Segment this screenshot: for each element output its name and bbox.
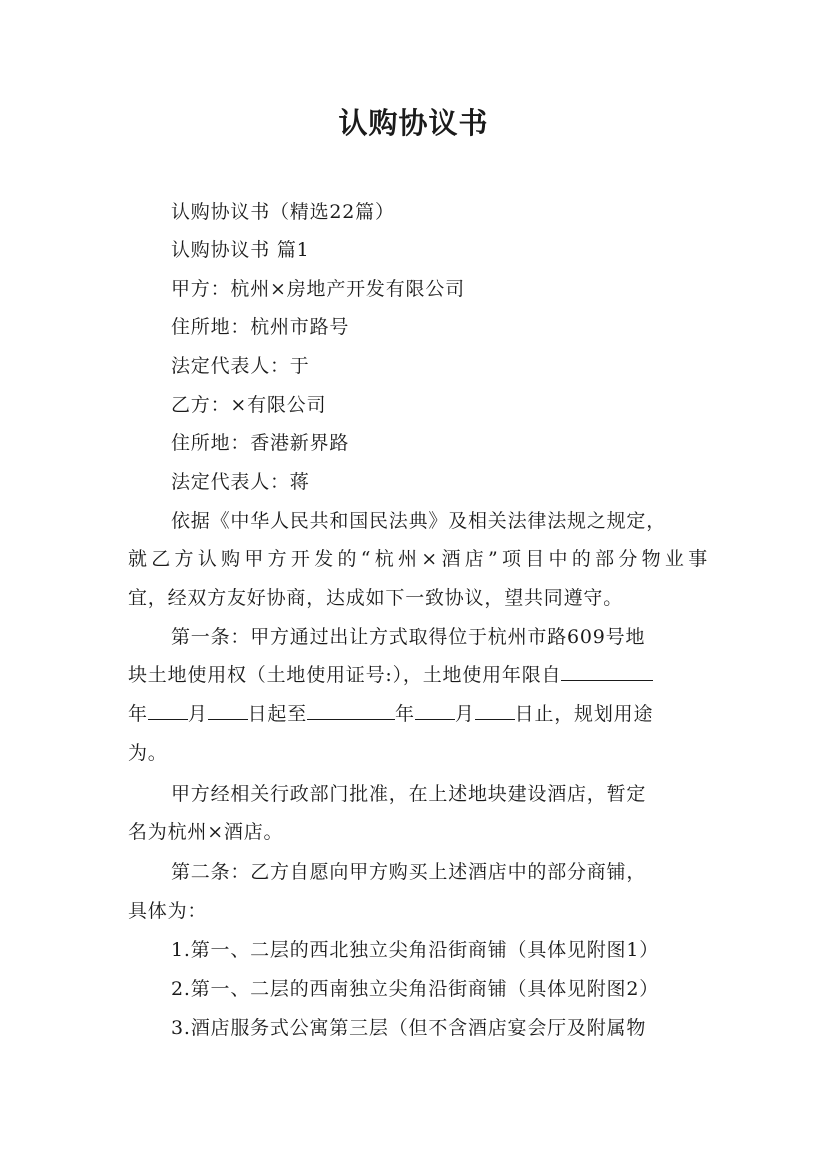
article-1-line-3: [128, 701, 708, 727]
preamble-line-3: 宜，经双方友好协商，达成如下一致协议，望共同遵守。: [128, 587, 624, 609]
article-1-line-4: 为。: [128, 742, 168, 764]
list-item: 3.酒店服务式公寓第三层（但不含酒店宴会厅及附属物: [171, 1017, 647, 1039]
list-item: 1.第一、二层的西北独立尖角沿街商铺（具体见附图1）: [171, 939, 660, 961]
article-2-line-2: 具体为：: [128, 900, 208, 922]
month-label-2: 月: [454, 703, 475, 725]
party-b-name: 乙方：×有限公司: [171, 394, 327, 416]
blank-end-year: [307, 701, 395, 720]
preamble-line-1: 依据《中华人民共和国民法典》及相关法律法规之规定，: [171, 510, 667, 532]
document-title: 认购协议书: [338, 106, 489, 140]
list-item: 2.第一、二层的西南独立尖角沿街商铺（具体见附图2）: [171, 978, 660, 1000]
blank-end-month: [415, 701, 455, 720]
year-label-2: 年: [395, 703, 415, 725]
end-day-label: 日止，规划用途: [514, 703, 654, 725]
article-2-line-1: 第二条：乙方自愿向甲方购买上述酒店中的部分商铺，: [171, 861, 647, 883]
party-a-address: 住所地：杭州市路号: [171, 316, 350, 338]
party-b-address: 住所地：香港新界路: [171, 432, 350, 454]
month-label: 月: [187, 703, 208, 725]
blank-end-day: [475, 701, 515, 720]
article-1-line-2: [128, 662, 708, 688]
blank-start-date: [561, 662, 653, 681]
paragraph-subtitle: 认购协议书（精选22篇）: [171, 201, 395, 223]
year-label: 年: [128, 703, 148, 725]
preamble-line-2: 就乙方认购甲方开发的“杭州×酒店”项目中的部分物业事: [128, 548, 708, 570]
approval-line-2: 名为杭州×酒店。: [128, 821, 284, 843]
paragraph-section-heading: 认购协议书 篇1: [171, 239, 310, 261]
approval-line-1: 甲方经相关行政部门批准，在上述地块建设酒店，暂定: [171, 783, 647, 805]
article-1-line-1: 第一条：甲方通过出让方式取得位于杭州市路609号地: [171, 626, 646, 648]
article-1-line-2-text: 块土地使用权（土地使用证号:），土地使用年限自: [128, 664, 562, 686]
blank-start-day: [208, 701, 248, 720]
blank-start-month: [148, 701, 188, 720]
party-a-representative: 法定代表人：于: [171, 355, 310, 377]
party-b-representative: 法定代表人：蒋: [171, 471, 310, 493]
day-to-label: 日起至: [247, 703, 308, 725]
party-a-name: 甲方：杭州×房地产开发有限公司: [171, 278, 465, 300]
